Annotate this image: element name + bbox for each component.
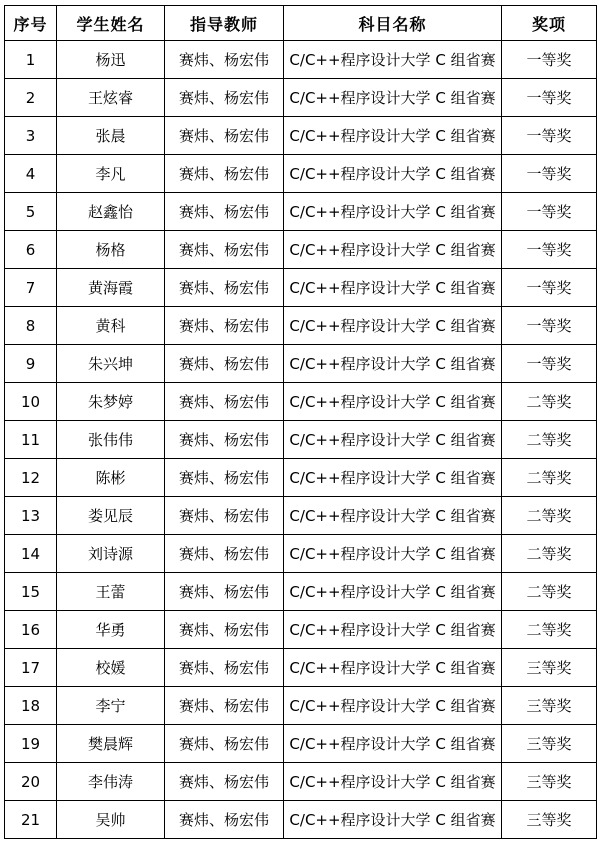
subject-cell: C/C++程序设计大学 C 组省赛 (284, 231, 502, 269)
award-cell: 二等奖 (502, 611, 597, 649)
subject-cell: C/C++程序设计大学 C 组省赛 (284, 535, 502, 573)
serial-number-cell: 16 (5, 611, 57, 649)
award-cell: 二等奖 (502, 459, 597, 497)
student-name-cell: 张伟伟 (57, 421, 165, 459)
student-name-cell: 李伟涛 (57, 763, 165, 801)
table-row (5, 763, 597, 801)
subject-cell: C/C++程序设计大学 C 组省赛 (284, 497, 502, 535)
instructor-cell: 赛炜、杨宏伟 (165, 801, 284, 839)
instructor-cell: 赛炜、杨宏伟 (165, 763, 284, 801)
table-row (5, 497, 597, 535)
table-header (5, 6, 597, 41)
award-cell: 三等奖 (502, 687, 597, 725)
serial-number-cell: 14 (5, 535, 57, 573)
award-cell: 一等奖 (502, 79, 597, 117)
award-cell: 一等奖 (502, 345, 597, 383)
subject-cell: C/C++程序设计大学 C 组省赛 (284, 763, 502, 801)
serial-number-cell: 6 (5, 231, 57, 269)
serial-number-cell: 8 (5, 307, 57, 345)
table-row (5, 801, 597, 839)
award-cell: 一等奖 (502, 269, 597, 307)
student-name-cell: 朱梦婷 (57, 383, 165, 421)
instructor-cell: 赛炜、杨宏伟 (165, 535, 284, 573)
table-row (5, 41, 597, 79)
instructor-cell: 赛炜、杨宏伟 (165, 497, 284, 535)
table-row (5, 573, 597, 611)
serial-number-cell: 20 (5, 763, 57, 801)
instructor-cell: 赛炜、杨宏伟 (165, 155, 284, 193)
header-instructor: 指导教师 (165, 6, 284, 41)
student-name-cell: 张晨 (57, 117, 165, 155)
instructor-cell: 赛炜、杨宏伟 (165, 611, 284, 649)
instructor-cell: 赛炜、杨宏伟 (165, 725, 284, 763)
award-cell: 一等奖 (502, 117, 597, 155)
award-cell: 一等奖 (502, 193, 597, 231)
serial-number-cell: 13 (5, 497, 57, 535)
student-name-cell: 娄见辰 (57, 497, 165, 535)
serial-number-cell: 10 (5, 383, 57, 421)
subject-cell: C/C++程序设计大学 C 组省赛 (284, 687, 502, 725)
subject-cell: C/C++程序设计大学 C 组省赛 (284, 649, 502, 687)
subject-cell: C/C++程序设计大学 C 组省赛 (284, 421, 502, 459)
instructor-cell: 赛炜、杨宏伟 (165, 41, 284, 79)
student-name-cell: 李凡 (57, 155, 165, 193)
subject-cell: C/C++程序设计大学 C 组省赛 (284, 41, 502, 79)
serial-number-cell: 4 (5, 155, 57, 193)
award-cell: 二等奖 (502, 497, 597, 535)
serial-number-cell: 1 (5, 41, 57, 79)
subject-cell: C/C++程序设计大学 C 组省赛 (284, 307, 502, 345)
award-cell: 二等奖 (502, 573, 597, 611)
serial-number-cell: 18 (5, 687, 57, 725)
award-cell: 三等奖 (502, 763, 597, 801)
award-cell: 二等奖 (502, 421, 597, 459)
serial-number-cell: 5 (5, 193, 57, 231)
instructor-cell: 赛炜、杨宏伟 (165, 421, 284, 459)
subject-cell: C/C++程序设计大学 C 组省赛 (284, 117, 502, 155)
serial-number-cell: 12 (5, 459, 57, 497)
table-row (5, 193, 597, 231)
student-name-cell: 王炫睿 (57, 79, 165, 117)
instructor-cell: 赛炜、杨宏伟 (165, 345, 284, 383)
subject-cell: C/C++程序设计大学 C 组省赛 (284, 611, 502, 649)
instructor-cell: 赛炜、杨宏伟 (165, 459, 284, 497)
subject-cell: C/C++程序设计大学 C 组省赛 (284, 573, 502, 611)
student-name-cell: 樊晨辉 (57, 725, 165, 763)
serial-number-cell: 15 (5, 573, 57, 611)
table-row (5, 155, 597, 193)
table-row (5, 459, 597, 497)
award-cell: 二等奖 (502, 383, 597, 421)
table-row (5, 725, 597, 763)
header-serial-number: 序号 (5, 6, 57, 41)
instructor-cell: 赛炜、杨宏伟 (165, 649, 284, 687)
instructor-cell: 赛炜、杨宏伟 (165, 231, 284, 269)
award-cell: 一等奖 (502, 231, 597, 269)
table-row (5, 269, 597, 307)
serial-number-cell: 2 (5, 79, 57, 117)
student-name-cell: 陈彬 (57, 459, 165, 497)
instructor-cell: 赛炜、杨宏伟 (165, 573, 284, 611)
awards-table (4, 5, 597, 839)
student-name-cell: 杨格 (57, 231, 165, 269)
table-row (5, 345, 597, 383)
serial-number-cell: 7 (5, 269, 57, 307)
student-name-cell: 吴帅 (57, 801, 165, 839)
subject-cell: C/C++程序设计大学 C 组省赛 (284, 345, 502, 383)
student-name-cell: 黄海霞 (57, 269, 165, 307)
instructor-cell: 赛炜、杨宏伟 (165, 79, 284, 117)
award-cell: 一等奖 (502, 155, 597, 193)
subject-cell: C/C++程序设计大学 C 组省赛 (284, 725, 502, 763)
header-student-name: 学生姓名 (57, 6, 165, 41)
serial-number-cell: 19 (5, 725, 57, 763)
student-name-cell: 王蕾 (57, 573, 165, 611)
table-row (5, 307, 597, 345)
table-row (5, 649, 597, 687)
student-name-cell: 校媛 (57, 649, 165, 687)
table-row (5, 383, 597, 421)
instructor-cell: 赛炜、杨宏伟 (165, 269, 284, 307)
header-row (5, 6, 597, 41)
student-name-cell: 赵鑫怡 (57, 193, 165, 231)
table-row (5, 687, 597, 725)
header-award: 奖项 (502, 6, 597, 41)
table-row (5, 117, 597, 155)
serial-number-cell: 9 (5, 345, 57, 383)
table-row (5, 79, 597, 117)
header-subject: 科目名称 (284, 6, 502, 41)
award-cell: 一等奖 (502, 307, 597, 345)
award-cell: 三等奖 (502, 725, 597, 763)
subject-cell: C/C++程序设计大学 C 组省赛 (284, 383, 502, 421)
instructor-cell: 赛炜、杨宏伟 (165, 383, 284, 421)
instructor-cell: 赛炜、杨宏伟 (165, 117, 284, 155)
instructor-cell: 赛炜、杨宏伟 (165, 687, 284, 725)
instructor-cell: 赛炜、杨宏伟 (165, 193, 284, 231)
subject-cell: C/C++程序设计大学 C 组省赛 (284, 269, 502, 307)
serial-number-cell: 17 (5, 649, 57, 687)
subject-cell: C/C++程序设计大学 C 组省赛 (284, 79, 502, 117)
table-row (5, 421, 597, 459)
award-cell: 三等奖 (502, 801, 597, 839)
serial-number-cell: 21 (5, 801, 57, 839)
instructor-cell: 赛炜、杨宏伟 (165, 307, 284, 345)
table-row (5, 535, 597, 573)
subject-cell: C/C++程序设计大学 C 组省赛 (284, 459, 502, 497)
subject-cell: C/C++程序设计大学 C 组省赛 (284, 193, 502, 231)
student-name-cell: 朱兴坤 (57, 345, 165, 383)
table-row (5, 611, 597, 649)
subject-cell: C/C++程序设计大学 C 组省赛 (284, 801, 502, 839)
table-body (5, 41, 597, 839)
award-cell: 一等奖 (502, 41, 597, 79)
student-name-cell: 黄科 (57, 307, 165, 345)
serial-number-cell: 11 (5, 421, 57, 459)
serial-number-cell: 3 (5, 117, 57, 155)
subject-cell: C/C++程序设计大学 C 组省赛 (284, 155, 502, 193)
table-row (5, 231, 597, 269)
student-name-cell: 李宁 (57, 687, 165, 725)
student-name-cell: 华勇 (57, 611, 165, 649)
award-cell: 二等奖 (502, 535, 597, 573)
student-name-cell: 杨迅 (57, 41, 165, 79)
award-cell: 三等奖 (502, 649, 597, 687)
student-name-cell: 刘诗源 (57, 535, 165, 573)
